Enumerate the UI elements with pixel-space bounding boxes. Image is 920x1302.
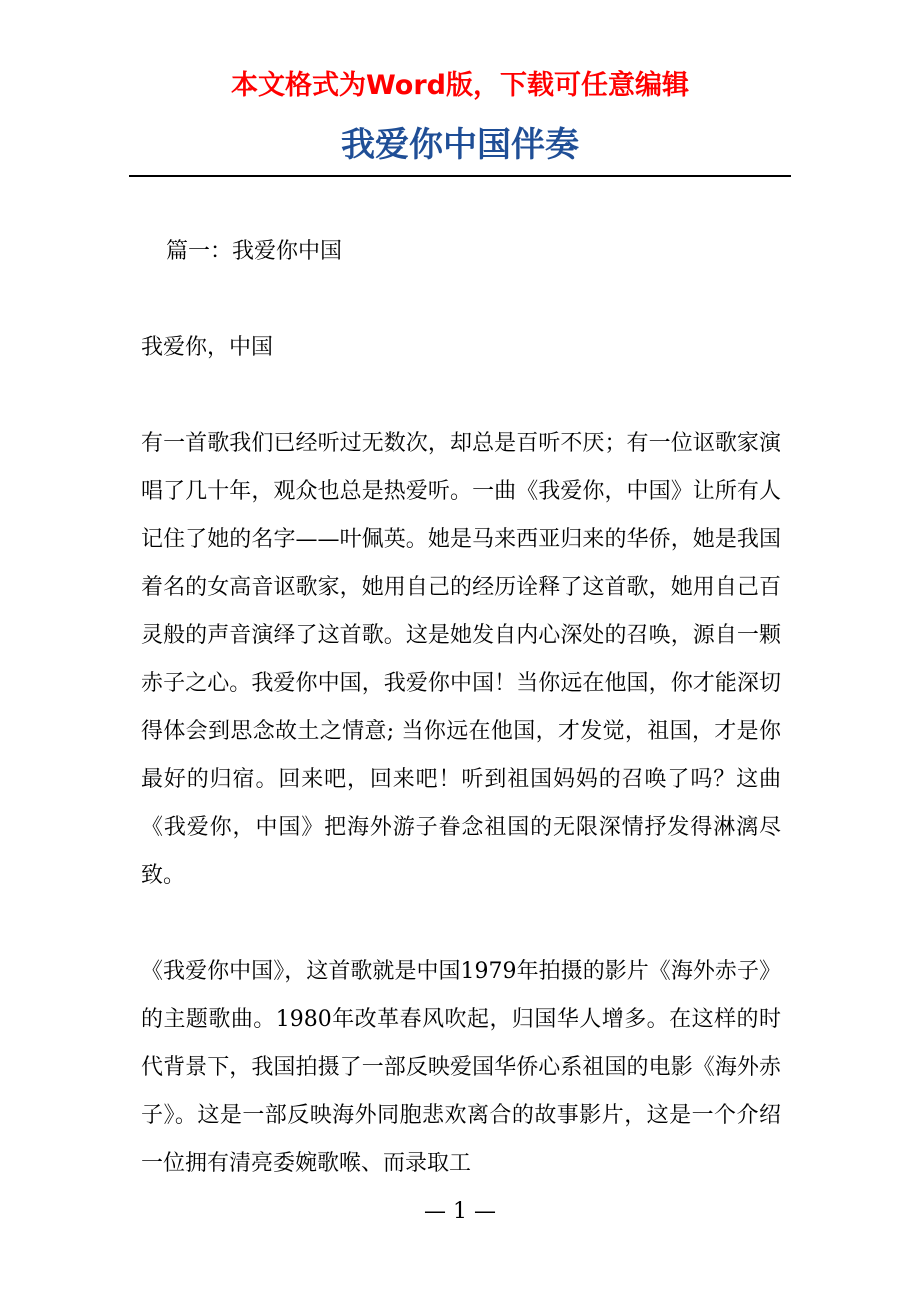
paragraph: 有一首歌我们已经听过无数次，却总是百听不厌；有一位讴歌家演唱了几十年，观众也总是热爱听。一曲《我爱你，中国》让所有人记住了她的名字——叶佩英。她是马来西亚归来的华侨，她是我国着名的女高音讴歌家，她用自己的经历诠释了这首歌，她用自己百灵般的声音演绎了这首歌。这是她发自内心深处的召唤，源自一颗赤子之心。我爱你中国，我爱你中国！当你远在他国，你才能深切得体会到思念故土之情意; 当你远在他国，才发觉，祖国，才是你最好的归宿。回来吧，回来吧！听到祖国妈妈的召唤了吗？这曲《我爱你，中国》把海外游子眷念祖国的无限深情抒发得淋漓尽致。	[141, 431, 781, 888]
section-heading: 篇一：我爱你中国	[166, 239, 343, 264]
paragraph: 《我爱你中国》，这首歌就是中国1979年拍摄的影片《海外赤子》的主题歌曲。1980年改革春风吹起，归国华人增多。在这样的时代背景下，我国拍摄了一部反映爱国华侨心系祖国的电影《海外赤子》。这是一部反映海外同胞悲欢离合的故事影片，这是一个介绍一位拥有清亮委婉歌喉、而录取工	[141, 959, 781, 1176]
format-notice: 本文格式为Word版，下载可任意编辑	[230, 70, 689, 101]
paragraph: 我爱你，中国	[141, 335, 274, 360]
title-divider	[129, 175, 791, 177]
document-body	[141, 228, 781, 1236]
page-number: — 1 —	[424, 1199, 496, 1224]
document-title: 我爱你中国伴奏	[341, 125, 579, 165]
